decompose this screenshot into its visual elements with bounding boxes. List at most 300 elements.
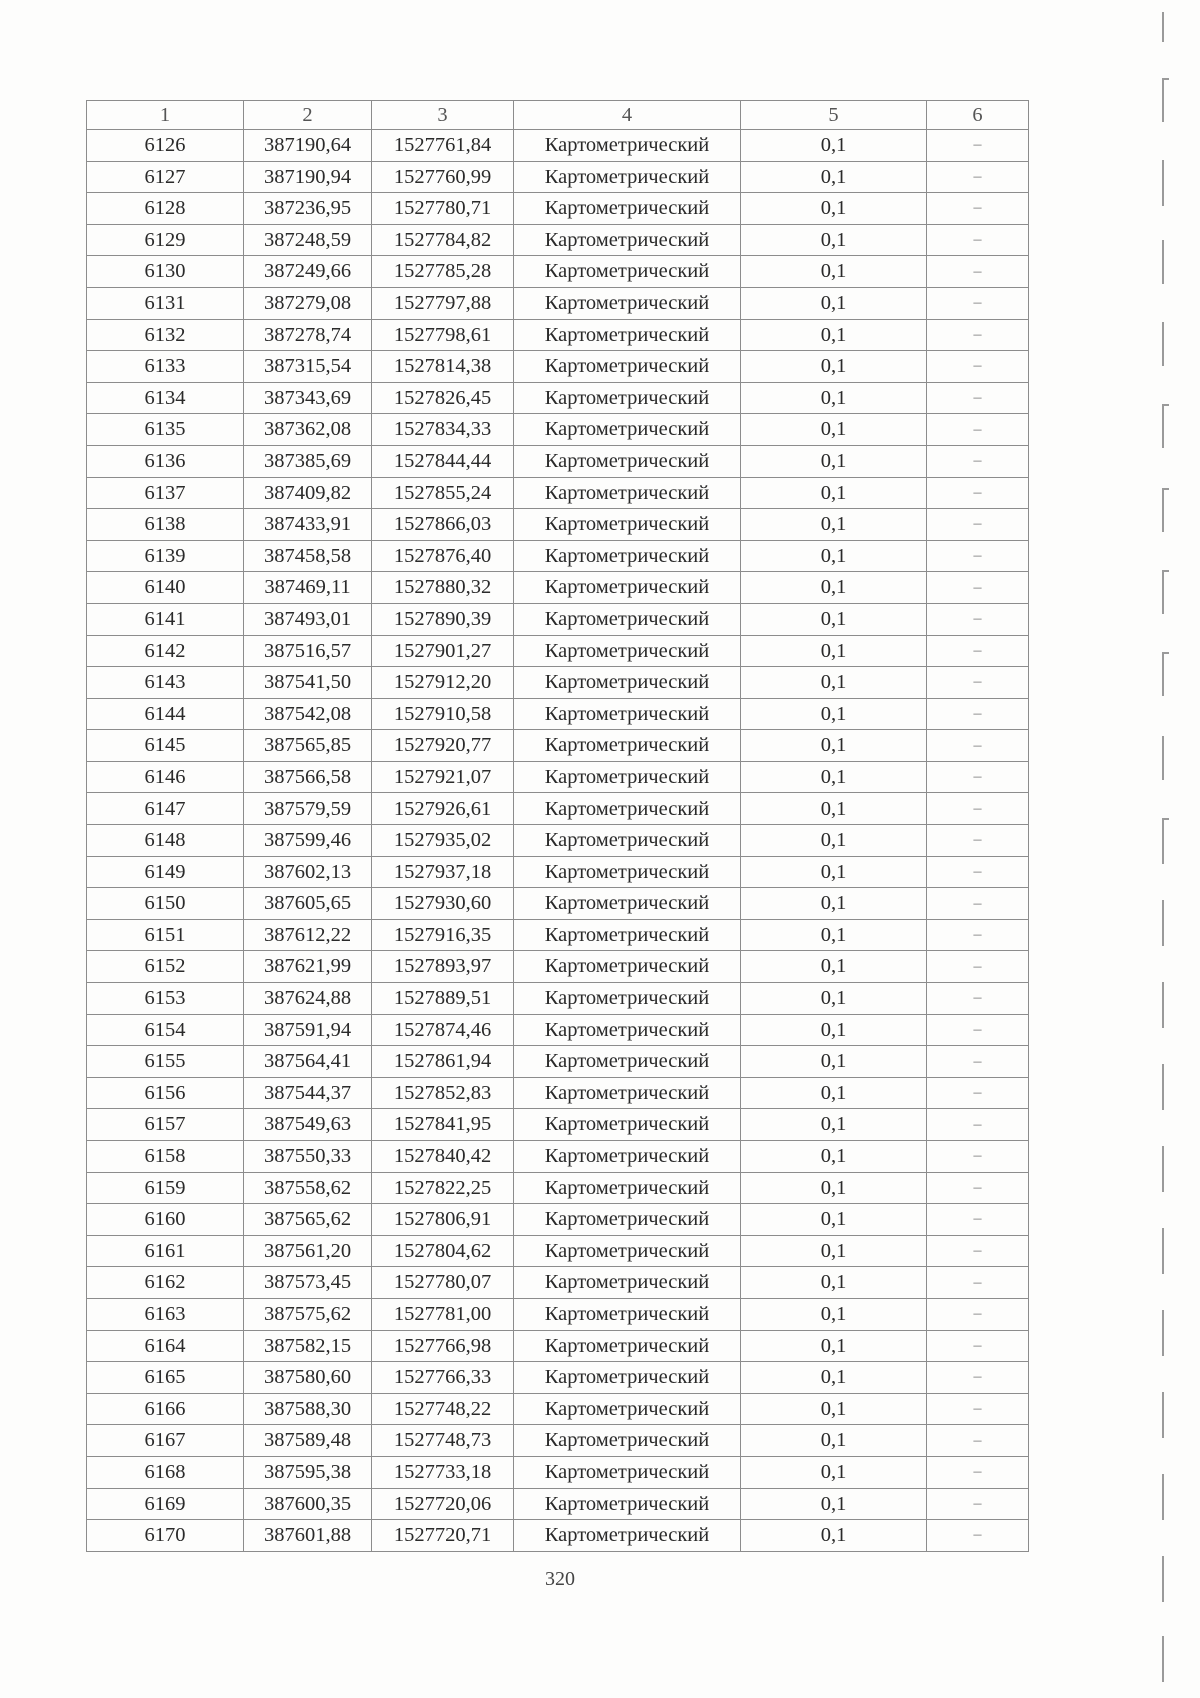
table-cell: – (927, 635, 1029, 667)
table-cell: 1527876,40 (372, 540, 514, 572)
table-row (87, 130, 1029, 162)
table-cell: – (927, 698, 1029, 730)
table-cell: 0,1 (741, 224, 927, 256)
table-cell: 0,1 (741, 983, 927, 1015)
table-cell: 1527761,84 (372, 130, 514, 162)
table-cell: 6155 (87, 1046, 244, 1078)
table-cell: 387612,22 (244, 919, 372, 951)
table-cell: 0,1 (741, 540, 927, 572)
table-cell: Картометрический (514, 951, 741, 983)
table-cell: Картометрический (514, 1425, 741, 1457)
table-cell: 6128 (87, 193, 244, 225)
table-row (87, 1267, 1029, 1299)
scan-mark (1162, 652, 1164, 696)
table-cell: – (927, 509, 1029, 541)
table-cell: – (927, 793, 1029, 825)
table-cell: – (927, 382, 1029, 414)
scan-mark (1162, 322, 1164, 366)
table-cell: 6152 (87, 951, 244, 983)
table-cell: 6145 (87, 730, 244, 762)
scan-mark (1162, 900, 1164, 946)
scan-mark (1162, 1146, 1164, 1192)
table-cell: 0,1 (741, 1520, 927, 1552)
table-cell: – (927, 1330, 1029, 1362)
scan-mark (1162, 404, 1164, 448)
table-cell: 1527912,20 (372, 667, 514, 699)
table-row (87, 319, 1029, 351)
table-cell: 0,1 (741, 1298, 927, 1330)
scan-mark (1162, 1310, 1164, 1356)
table-cell: – (927, 1141, 1029, 1173)
table-cell: Картометрический (514, 856, 741, 888)
table-cell: 387541,50 (244, 667, 372, 699)
table-body (87, 130, 1029, 1552)
table-cell: 387580,60 (244, 1362, 372, 1394)
table-cell: 387558,62 (244, 1172, 372, 1204)
table-row (87, 1141, 1029, 1173)
table-cell: Картометрический (514, 1488, 741, 1520)
table-row (87, 1046, 1029, 1078)
table-cell: 387602,13 (244, 856, 372, 888)
table-cell: 0,1 (741, 951, 927, 983)
table-row (87, 509, 1029, 541)
table-cell: 0,1 (741, 635, 927, 667)
table-cell: 0,1 (741, 1267, 927, 1299)
table-row (87, 1330, 1029, 1362)
table-cell: 6154 (87, 1014, 244, 1046)
table-cell: 1527797,88 (372, 287, 514, 319)
table-row (87, 698, 1029, 730)
table-cell: 387549,63 (244, 1109, 372, 1141)
table-cell: 0,1 (741, 793, 927, 825)
table-cell: 0,1 (741, 287, 927, 319)
table-cell: Картометрический (514, 1046, 741, 1078)
table-row (87, 1298, 1029, 1330)
table-row (87, 603, 1029, 635)
table-cell: 0,1 (741, 193, 927, 225)
scan-mark (1162, 78, 1164, 122)
table-cell: 6139 (87, 540, 244, 572)
table-row (87, 1425, 1029, 1457)
table-cell: – (927, 130, 1029, 162)
table-cell: Картометрический (514, 256, 741, 288)
table-row (87, 1393, 1029, 1425)
table-cell: Картометрический (514, 572, 741, 604)
table-cell: 1527855,24 (372, 477, 514, 509)
table-row (87, 540, 1029, 572)
table-cell: 1527910,58 (372, 698, 514, 730)
table-cell: – (927, 540, 1029, 572)
column-header: 2 (244, 101, 372, 130)
table-cell: 6138 (87, 509, 244, 541)
table-cell: 1527920,77 (372, 730, 514, 762)
table-cell: – (927, 1235, 1029, 1267)
table-cell: 0,1 (741, 1077, 927, 1109)
table-cell: – (927, 1425, 1029, 1457)
table-cell: 0,1 (741, 130, 927, 162)
table-cell: 387565,85 (244, 730, 372, 762)
table-cell: 1527826,45 (372, 382, 514, 414)
table-cell: 1527720,71 (372, 1520, 514, 1552)
table-cell: 387588,30 (244, 1393, 372, 1425)
scan-mark (1162, 818, 1164, 864)
table-cell: 387469,11 (244, 572, 372, 604)
scan-mark (1162, 160, 1164, 206)
table-cell: – (927, 1077, 1029, 1109)
table-cell: 6130 (87, 256, 244, 288)
table-cell: Картометрический (514, 730, 741, 762)
table-row (87, 572, 1029, 604)
table-cell: 387589,48 (244, 1425, 372, 1457)
table-cell: – (927, 1204, 1029, 1236)
table-cell: 387409,82 (244, 477, 372, 509)
table-cell: 0,1 (741, 1362, 927, 1394)
table-cell: Картометрический (514, 1330, 741, 1362)
table-row (87, 1014, 1029, 1046)
table-cell: 6148 (87, 825, 244, 857)
table-cell: 0,1 (741, 730, 927, 762)
table-cell: 1527720,06 (372, 1488, 514, 1520)
table-cell: 387621,99 (244, 951, 372, 983)
table-cell: 0,1 (741, 445, 927, 477)
column-header: 4 (514, 101, 741, 130)
table-cell: Картометрический (514, 761, 741, 793)
table-cell: – (927, 161, 1029, 193)
table-cell: 0,1 (741, 1046, 927, 1078)
table-cell: 6127 (87, 161, 244, 193)
table-cell: – (927, 1298, 1029, 1330)
table-cell: 1527841,95 (372, 1109, 514, 1141)
table-cell: 1527930,60 (372, 888, 514, 920)
table-row (87, 983, 1029, 1015)
table-cell: 387190,64 (244, 130, 372, 162)
table-cell: Картометрический (514, 698, 741, 730)
table-row (87, 193, 1029, 225)
scan-mark (1162, 1636, 1164, 1682)
table-cell: 6137 (87, 477, 244, 509)
table-cell: 6162 (87, 1267, 244, 1299)
table-cell: 6129 (87, 224, 244, 256)
table-cell: 6161 (87, 1235, 244, 1267)
table-cell: Картометрический (514, 1141, 741, 1173)
table-row (87, 1362, 1029, 1394)
table-cell: 387565,62 (244, 1204, 372, 1236)
table-cell: – (927, 730, 1029, 762)
table-cell: 6169 (87, 1488, 244, 1520)
table-cell: 6141 (87, 603, 244, 635)
table-cell: – (927, 983, 1029, 1015)
table-cell: 387595,38 (244, 1456, 372, 1488)
table-cell: – (927, 477, 1029, 509)
table-cell: 6144 (87, 698, 244, 730)
table-cell: 1527814,38 (372, 351, 514, 383)
table-cell: 387605,65 (244, 888, 372, 920)
table-cell: 1527874,46 (372, 1014, 514, 1046)
column-header: 3 (372, 101, 514, 130)
table-cell: 1527798,61 (372, 319, 514, 351)
table-cell: 1527844,44 (372, 445, 514, 477)
table-cell: 0,1 (741, 1456, 927, 1488)
table-cell: 1527822,25 (372, 1172, 514, 1204)
scan-mark (1162, 1474, 1164, 1520)
table-cell: – (927, 1014, 1029, 1046)
table-cell: Картометрический (514, 319, 741, 351)
table-cell: 0,1 (741, 1488, 927, 1520)
table-cell: Картометрический (514, 983, 741, 1015)
table-cell: 0,1 (741, 477, 927, 509)
table-cell: – (927, 224, 1029, 256)
table-cell: – (927, 256, 1029, 288)
table-cell: 6170 (87, 1520, 244, 1552)
table-cell: 1527804,62 (372, 1235, 514, 1267)
table-cell: Картометрический (514, 1204, 741, 1236)
table-cell: Картометрический (514, 1520, 741, 1552)
table-header (87, 101, 1029, 130)
table-cell: 387601,88 (244, 1520, 372, 1552)
table-cell: 0,1 (741, 761, 927, 793)
table-cell: – (927, 1172, 1029, 1204)
table-cell: 0,1 (741, 1330, 927, 1362)
table-cell: 0,1 (741, 1172, 927, 1204)
table-cell: 0,1 (741, 1109, 927, 1141)
scan-mark (1162, 736, 1164, 780)
table-cell: – (927, 1393, 1029, 1425)
table-row (87, 256, 1029, 288)
table-cell: 0,1 (741, 256, 927, 288)
table-cell: Картометрический (514, 888, 741, 920)
table-cell: 1527889,51 (372, 983, 514, 1015)
table-cell: Картометрический (514, 351, 741, 383)
table-cell: 6126 (87, 130, 244, 162)
table-cell: Картометрический (514, 130, 741, 162)
table-cell: – (927, 856, 1029, 888)
table-cell: 1527780,07 (372, 1267, 514, 1299)
table-cell: 6135 (87, 414, 244, 446)
table-cell: 0,1 (741, 351, 927, 383)
table-cell: 387566,58 (244, 761, 372, 793)
table-cell: 0,1 (741, 1425, 927, 1457)
table-cell: Картометрический (514, 414, 741, 446)
table-cell: Картометрический (514, 825, 741, 857)
table-cell: 6167 (87, 1425, 244, 1457)
table-cell: – (927, 572, 1029, 604)
table-cell: 0,1 (741, 382, 927, 414)
column-header: 5 (741, 101, 927, 130)
table-cell: 6156 (87, 1077, 244, 1109)
table-cell: 387542,08 (244, 698, 372, 730)
table-cell: 387624,88 (244, 983, 372, 1015)
table-cell: 387575,62 (244, 1298, 372, 1330)
table-cell: 6132 (87, 319, 244, 351)
table-cell: 6166 (87, 1393, 244, 1425)
table-cell: 387573,45 (244, 1267, 372, 1299)
table-row (87, 1235, 1029, 1267)
table-row (87, 382, 1029, 414)
table-cell: Картометрический (514, 667, 741, 699)
table-cell: 0,1 (741, 1204, 927, 1236)
table-cell: 387279,08 (244, 287, 372, 319)
table-cell: 1527861,94 (372, 1046, 514, 1078)
scan-mark (1162, 488, 1164, 532)
table-cell: 387343,69 (244, 382, 372, 414)
table-cell: Картометрический (514, 1077, 741, 1109)
table-cell: 1527781,00 (372, 1298, 514, 1330)
table-cell: Картометрический (514, 635, 741, 667)
table-cell: 1527880,32 (372, 572, 514, 604)
table-cell: – (927, 1362, 1029, 1394)
table-cell: 0,1 (741, 1141, 927, 1173)
table-cell: 387564,41 (244, 1046, 372, 1078)
table-cell: 387385,69 (244, 445, 372, 477)
table-cell: – (927, 603, 1029, 635)
table-cell: 387190,94 (244, 161, 372, 193)
table-cell: 1527893,97 (372, 951, 514, 983)
table-row (87, 445, 1029, 477)
table-row (87, 1172, 1029, 1204)
table-cell: 6131 (87, 287, 244, 319)
table-cell: 387599,46 (244, 825, 372, 857)
table-row (87, 635, 1029, 667)
table-row (87, 414, 1029, 446)
table-cell: – (927, 919, 1029, 951)
table-cell: Картометрический (514, 1393, 741, 1425)
table-cell: – (927, 1456, 1029, 1488)
table-cell: Картометрический (514, 161, 741, 193)
table-cell: 1527784,82 (372, 224, 514, 256)
table-cell: – (927, 1109, 1029, 1141)
table-cell: 6133 (87, 351, 244, 383)
table-cell: Картометрический (514, 509, 741, 541)
table-cell: 1527766,33 (372, 1362, 514, 1394)
table-row (87, 1520, 1029, 1552)
table-cell: 6168 (87, 1456, 244, 1488)
table-cell: – (927, 667, 1029, 699)
table-cell: 6140 (87, 572, 244, 604)
table-cell: 6165 (87, 1362, 244, 1394)
table-cell: Картометрический (514, 445, 741, 477)
table-cell: Картометрический (514, 1267, 741, 1299)
header-row (87, 101, 1029, 130)
table-cell: 387579,59 (244, 793, 372, 825)
table-cell: – (927, 1046, 1029, 1078)
table-cell: 6147 (87, 793, 244, 825)
table-cell: 0,1 (741, 603, 927, 635)
table-cell: Картометрический (514, 1456, 741, 1488)
table-cell: 0,1 (741, 667, 927, 699)
table-cell: 387249,66 (244, 256, 372, 288)
table-row (87, 919, 1029, 951)
table-cell: 387362,08 (244, 414, 372, 446)
table-cell: 6163 (87, 1298, 244, 1330)
scan-mark (1162, 982, 1164, 1028)
table-cell: 6151 (87, 919, 244, 951)
table-row (87, 856, 1029, 888)
table-cell: 1527866,03 (372, 509, 514, 541)
table-cell: 0,1 (741, 698, 927, 730)
scan-mark (1162, 1064, 1164, 1110)
table-cell: 1527840,42 (372, 1141, 514, 1173)
table-cell: 1527733,18 (372, 1456, 514, 1488)
table-cell: – (927, 287, 1029, 319)
table-cell: – (927, 351, 1029, 383)
scan-mark (1162, 570, 1164, 614)
table-cell: 6153 (87, 983, 244, 1015)
table-cell: – (927, 319, 1029, 351)
table-cell: 0,1 (741, 414, 927, 446)
table-cell: 1527937,18 (372, 856, 514, 888)
table-cell: 1527748,73 (372, 1425, 514, 1457)
table-row (87, 951, 1029, 983)
coordinates-table (86, 100, 1029, 1552)
table-cell: 6159 (87, 1172, 244, 1204)
table-cell: Картометрический (514, 919, 741, 951)
table-cell: 0,1 (741, 161, 927, 193)
table-row (87, 1077, 1029, 1109)
table-cell: 387582,15 (244, 1330, 372, 1362)
table-row (87, 888, 1029, 920)
table-cell: 1527852,83 (372, 1077, 514, 1109)
scan-mark (1162, 240, 1164, 284)
column-header: 1 (87, 101, 244, 130)
table-row (87, 1109, 1029, 1141)
table-cell: Картометрический (514, 1362, 741, 1394)
table-cell: 0,1 (741, 888, 927, 920)
table-row (87, 477, 1029, 509)
table-cell: 6136 (87, 445, 244, 477)
table-cell: Картометрический (514, 1298, 741, 1330)
scan-margin-marks (1140, 0, 1200, 1698)
scan-mark (1162, 1228, 1164, 1274)
table-cell: 387516,57 (244, 635, 372, 667)
table-cell: 387591,94 (244, 1014, 372, 1046)
table-cell: Картометрический (514, 287, 741, 319)
table-row (87, 287, 1029, 319)
table-cell: 6142 (87, 635, 244, 667)
table-cell: 6150 (87, 888, 244, 920)
table-cell: – (927, 1267, 1029, 1299)
table-cell: 6160 (87, 1204, 244, 1236)
table-row (87, 351, 1029, 383)
table-cell: Картометрический (514, 1014, 741, 1046)
table-row (87, 161, 1029, 193)
table-cell: Картометрический (514, 603, 741, 635)
table-cell: 0,1 (741, 825, 927, 857)
scan-mark (1162, 1556, 1164, 1602)
table-cell: 6146 (87, 761, 244, 793)
table-cell: 387315,54 (244, 351, 372, 383)
table-cell: Картометрический (514, 540, 741, 572)
table-cell: – (927, 445, 1029, 477)
table-cell: 387493,01 (244, 603, 372, 635)
scan-mark (1162, 12, 1164, 42)
table-cell: 6157 (87, 1109, 244, 1141)
table-cell: 387433,91 (244, 509, 372, 541)
table-cell: – (927, 193, 1029, 225)
scan-mark (1162, 1392, 1164, 1438)
table-cell: 387248,59 (244, 224, 372, 256)
table-cell: – (927, 1488, 1029, 1520)
table-cell: 387278,74 (244, 319, 372, 351)
table-row (87, 793, 1029, 825)
table-cell: 387600,35 (244, 1488, 372, 1520)
table-row (87, 667, 1029, 699)
table-cell: 0,1 (741, 572, 927, 604)
table-cell: 0,1 (741, 509, 927, 541)
table-cell: Картометрический (514, 382, 741, 414)
table-row (87, 1488, 1029, 1520)
column-header: 6 (927, 101, 1029, 130)
table-cell: 6164 (87, 1330, 244, 1362)
